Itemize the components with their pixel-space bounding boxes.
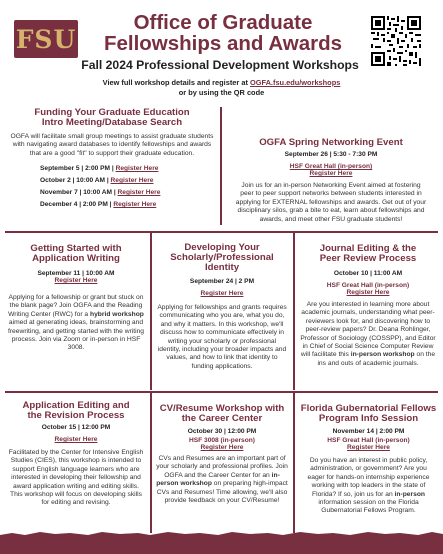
divider-vertical-top xyxy=(220,107,222,225)
session-title: Funding Your Graduate Education Intro Meeting/Database Search xyxy=(34,107,190,128)
session-location: HSF Great Hall (in-person) xyxy=(327,437,410,444)
session-date: October 10 | 11:00 AM xyxy=(333,270,403,277)
date-row: October 2 | 10:00 AM | Register Here xyxy=(40,177,154,185)
session-gubernatorial xyxy=(297,404,440,516)
session-body: Facilitated by the Center for Intensive English Studies (CIES), this workshop is intended to support English language learners who are interested in developing their fellowship and award application writing and editing skills. This workshop will focus on developing skills for editing and revising. xyxy=(8,449,144,507)
date-row: September 5 | 2:00 PM | Register Here xyxy=(40,165,159,173)
session-networking xyxy=(226,138,436,224)
session-body: CVs and Resumes are an important part of your scholarly and professional profiles. Join OGFA and the Career Center for an in-person workshop on preparing high-impact CVs and Resumes! Time allowing, we'll also provide feedback on your CV/Resume! xyxy=(156,455,288,505)
session-body: Do you have an interest in public policy, administration, or government? Are you eager for hands-on internship experience working with top leaders in the state of Florida? If so, join us for an in-person information session on the Florida Gubernatorial Fellows Program. xyxy=(307,457,430,515)
session-date: September 24 | 2 PM xyxy=(189,278,255,285)
logo-text: FSU xyxy=(15,24,77,54)
session-body: Applying for a fellowship or grant but stuck on the blank page? Join OGFA and the Reading Writing Center (RWC) for a hybrid workshop aimed at generating ideas, brainstorming and freewriting, and getting started with the writing process. Join via Zoom or in-person in HSF 3008. xyxy=(7,294,145,352)
title-line-2: Fellowships and Awards xyxy=(103,32,343,55)
session-title: Application Editing and the Revision Process xyxy=(22,400,130,421)
divider-vertical-bot-right xyxy=(293,393,295,533)
date-list xyxy=(40,163,216,211)
subtitle: Fall 2024 Professional Development Workshops xyxy=(81,58,359,72)
fsu-logo xyxy=(14,20,78,58)
session-title: CV/Resume Workshop with the Career Center xyxy=(159,403,285,424)
register-link[interactable]: Register Here xyxy=(309,170,353,177)
session-date: September 11 | 10:00 AM xyxy=(37,270,115,277)
session-revision xyxy=(6,401,146,508)
register-link[interactable]: Register Here xyxy=(113,201,157,209)
session-title: Florida Gubernatorial Fellows Program Info Session xyxy=(300,403,437,424)
register-link[interactable]: Register Here xyxy=(117,189,161,197)
session-identity xyxy=(156,243,288,371)
session-funding xyxy=(8,108,216,211)
date-row: December 4 | 2:00 PM | Register Here xyxy=(40,201,157,209)
register-link[interactable]: Register Here xyxy=(54,277,98,284)
session-title: Getting Started with Application Writing xyxy=(30,243,122,264)
session-title: Developing Your Scholarly/Professional Identity xyxy=(170,242,274,273)
session-cv xyxy=(154,404,290,505)
session-title: Journal Editing & the Peer Review Process xyxy=(319,243,417,264)
date-row: November 7 | 10:00 AM | Register Here xyxy=(40,189,161,197)
workshops-link[interactable]: OGFA.fsu.edu/workshops xyxy=(249,78,341,87)
session-body: Applying for fellowships and grants requires communicating who you are, what you do, and why it matters. In this workshop, we'll discuss how to communicate effectively in writing your scholarly or professional identity, including your broader impacts and values, and how to link that identity to funding applications. xyxy=(157,304,287,370)
session-title: OGFA Spring Networking Event xyxy=(259,137,403,148)
info-line xyxy=(20,78,423,87)
register-link[interactable]: Register Here xyxy=(346,289,390,296)
session-location: HSF Great Hall (in-person) xyxy=(289,163,373,170)
register-link[interactable]: Register Here xyxy=(200,444,244,451)
register-link[interactable]: Register Here xyxy=(115,165,159,173)
info-qr-line: or by using the QR code xyxy=(178,88,265,97)
session-location: HSF 3008 (in-person) xyxy=(189,437,255,444)
torn-edge-decoration xyxy=(0,532,443,537)
page-title xyxy=(88,12,358,54)
session-journal xyxy=(298,244,438,368)
divider-top xyxy=(5,231,438,233)
qr-code-icon[interactable] xyxy=(371,16,421,66)
divider-vertical-bot-left xyxy=(150,393,152,533)
session-location: HSF Great Hall (in-person) xyxy=(326,282,410,289)
session-body: OGFA will facilitate small group meetings to assist graduate students with navigating award databases to identify fellowships and awards that are a good "fit" to support their graduate education. xyxy=(10,133,214,157)
session-writing xyxy=(6,244,146,353)
divider-vertical-mid-right xyxy=(293,233,295,390)
session-date: October 15 | 12:00 PM xyxy=(41,424,111,431)
register-link[interactable]: Register Here xyxy=(54,436,98,443)
register-link[interactable]: Register Here xyxy=(347,444,390,451)
title-line-1: Office of Graduate xyxy=(133,11,313,34)
session-date: November 14 | 2:00 PM xyxy=(332,428,405,435)
session-date: October 30 | 12:00 PM xyxy=(187,428,257,435)
session-date: September 26 | 5:30 - 7:30 PM xyxy=(284,151,378,158)
register-link[interactable]: Register Here xyxy=(200,290,244,297)
divider-middle xyxy=(5,391,438,393)
footer-band xyxy=(0,535,443,554)
divider-vertical-mid-left xyxy=(150,233,152,390)
session-body: Join us for an in-person Networking Event aimed at fostering peer to peer support networks between students interested in applying for EXTERNAL fellowships and awards. Get out of your disciplinary silos, grab a bite to eat, learn about fellowships and awards, and meet other FSU graduate students! xyxy=(235,182,427,223)
session-body: Are you interested in learning more about academic journals, understanding what peer-reviewers look for, and discovering how to peer-review papers? Dr. Deana Rohlinger, Professor of Sociology (COSSPP), and Editor in Chief of Social Science Computer Review will facilitate this in-person workshop on the ins and outs of academic journals. xyxy=(300,301,436,367)
info-prefix: View full workshop details and register at xyxy=(102,78,250,87)
register-link[interactable]: Register Here xyxy=(110,177,154,185)
